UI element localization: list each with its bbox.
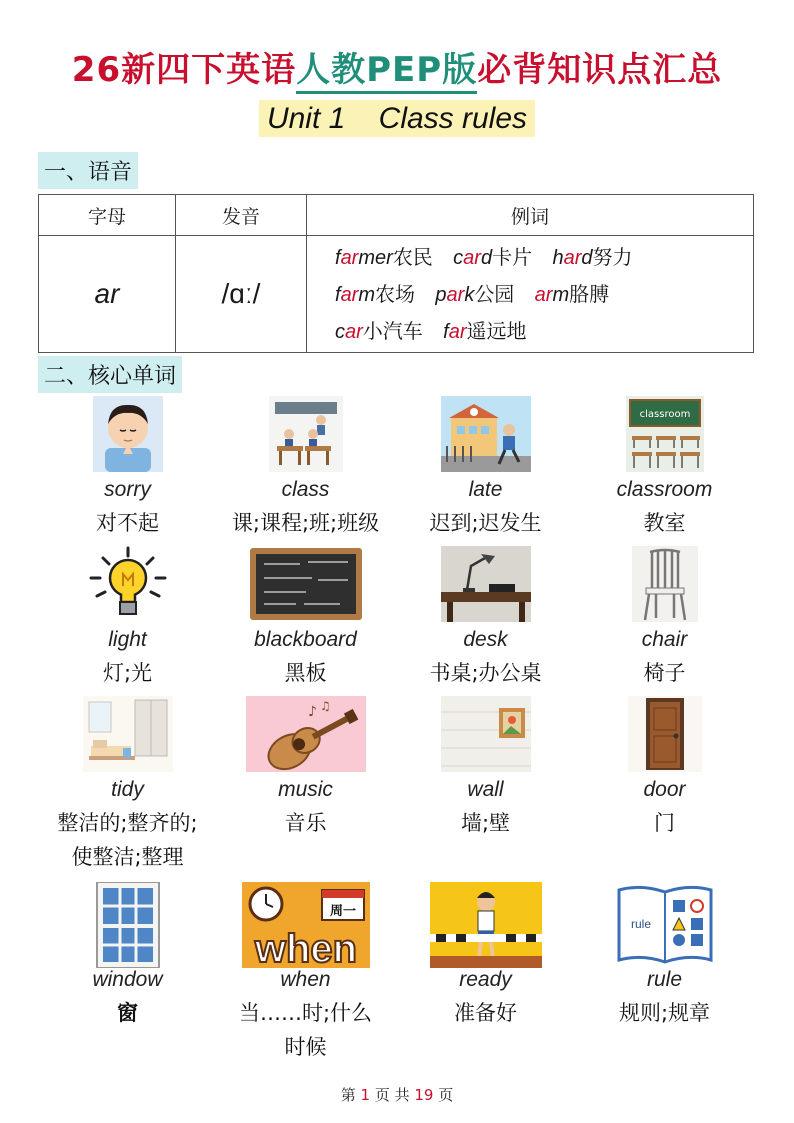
word-cn: 当……时;什么 时候 bbox=[238, 1001, 373, 1059]
word-card-music bbox=[216, 696, 395, 840]
section-heading-vocabulary: 二、核心单词 bbox=[38, 356, 182, 393]
word-cn: 窗 bbox=[117, 1001, 138, 1025]
word-en: desk bbox=[463, 628, 508, 651]
word-cn: 门 bbox=[654, 811, 675, 835]
word-en: tidy bbox=[111, 778, 144, 801]
word-cn: 音乐 bbox=[284, 811, 327, 835]
word-cn: 灯;光 bbox=[102, 661, 153, 685]
phonics-sound: /ɑː/ bbox=[176, 236, 307, 353]
word-cn: 迟到;迟发生 bbox=[429, 511, 542, 535]
rule-book-icon bbox=[615, 882, 715, 968]
word-en: sorry bbox=[104, 478, 151, 501]
page-footer: 第 1 页 共 19 页 bbox=[340, 1086, 454, 1104]
title-part-1: 26新四下英语 bbox=[71, 50, 297, 90]
word-cn: 对不起 bbox=[96, 511, 159, 535]
word-en: chair bbox=[641, 628, 688, 651]
when-clock-icon bbox=[242, 882, 370, 968]
section-heading-phonics: 一、语音 bbox=[38, 152, 138, 189]
word-card-sorry bbox=[38, 396, 217, 540]
word-en: blackboard bbox=[254, 628, 357, 651]
word-en: classroom bbox=[616, 478, 713, 501]
svg-text:classroom: classroom bbox=[639, 409, 690, 420]
ready-runner-icon bbox=[430, 882, 542, 968]
word-card-tidy bbox=[38, 696, 217, 874]
unit-title bbox=[0, 102, 794, 136]
example-word: park公园 bbox=[435, 281, 515, 306]
svg-text:♪: ♪ bbox=[307, 704, 317, 720]
header-sound: 发音 bbox=[176, 195, 307, 236]
page-title bbox=[0, 42, 794, 91]
word-cn: 准备好 bbox=[454, 1001, 517, 1025]
word-card-chair bbox=[575, 546, 754, 690]
word-card-ready bbox=[396, 882, 575, 1030]
word-card-rule bbox=[575, 882, 754, 1030]
word-cn: 黑板 bbox=[284, 661, 327, 685]
praying-child-icon bbox=[83, 396, 173, 472]
window-icon bbox=[83, 882, 173, 968]
when-graphic-word: when bbox=[254, 927, 357, 968]
running-student-icon bbox=[441, 396, 531, 472]
word-cn: 椅子 bbox=[643, 661, 686, 685]
desk-icon bbox=[441, 546, 531, 622]
word-card-door bbox=[575, 696, 754, 840]
phonics-letter: ar bbox=[39, 236, 176, 353]
word-card-class bbox=[216, 396, 395, 540]
word-card-classroom bbox=[575, 396, 754, 540]
svg-text:♫: ♫ bbox=[319, 699, 331, 713]
word-card-light bbox=[38, 546, 217, 690]
word-cn: 书桌;办公桌 bbox=[429, 661, 542, 685]
word-en: wall bbox=[467, 778, 504, 801]
example-word: car小汽车 bbox=[335, 318, 423, 343]
word-en: ready bbox=[459, 968, 512, 991]
classroom-icon bbox=[620, 396, 710, 472]
guitar-icon bbox=[246, 696, 366, 772]
example-word: hard努力 bbox=[552, 244, 633, 269]
title-part-2: 人教PEP版 bbox=[296, 50, 477, 94]
example-word: farmer农民 bbox=[335, 244, 433, 269]
word-en: light bbox=[108, 628, 147, 651]
example-word: arm胳膊 bbox=[534, 281, 610, 306]
title-part-3: 必背知识点汇总 bbox=[477, 50, 723, 90]
wall-icon bbox=[441, 696, 531, 772]
word-en: door bbox=[643, 778, 686, 801]
word-en: when bbox=[280, 968, 331, 991]
current-page: 1 bbox=[360, 1086, 371, 1104]
word-card-desk bbox=[396, 546, 575, 690]
word-card-window bbox=[38, 882, 217, 1030]
book-label: rule bbox=[630, 917, 651, 931]
word-card-wall bbox=[396, 696, 575, 840]
word-cn: 课;课程;班;班级 bbox=[231, 511, 380, 535]
word-en: music bbox=[278, 778, 333, 801]
tidy-room-icon bbox=[83, 696, 173, 772]
word-en: late bbox=[468, 478, 503, 501]
word-en: window bbox=[92, 968, 163, 991]
lightbulb-icon bbox=[83, 546, 173, 622]
blackboard-icon bbox=[248, 546, 364, 622]
unit-title-text: Unit 1 Class rules bbox=[259, 100, 535, 137]
chair-icon bbox=[620, 546, 710, 622]
word-en: class bbox=[281, 478, 330, 501]
word-cn: 规则;规章 bbox=[618, 1001, 711, 1025]
word-card-when bbox=[216, 882, 395, 1064]
word-card-late bbox=[396, 396, 575, 540]
header-examples: 例词 bbox=[307, 195, 754, 236]
example-word: farm农场 bbox=[335, 281, 416, 306]
phonics-examples bbox=[307, 236, 754, 353]
total-pages: 19 bbox=[414, 1086, 434, 1104]
word-cn: 墙;壁 bbox=[460, 811, 511, 835]
example-word: card卡片 bbox=[453, 244, 533, 269]
door-icon bbox=[620, 696, 710, 772]
phonics-table bbox=[38, 194, 754, 353]
header-letter: 字母 bbox=[39, 195, 176, 236]
word-en: rule bbox=[646, 968, 683, 991]
word-card-blackboard bbox=[216, 546, 395, 690]
classroom-students-icon bbox=[261, 396, 351, 472]
example-word: far遥远地 bbox=[443, 318, 527, 343]
word-cn: 教室 bbox=[643, 511, 686, 535]
calendar-label: 周一 bbox=[329, 904, 356, 919]
word-cn: 整洁的;整齐的; 使整洁;整理 bbox=[57, 811, 198, 869]
